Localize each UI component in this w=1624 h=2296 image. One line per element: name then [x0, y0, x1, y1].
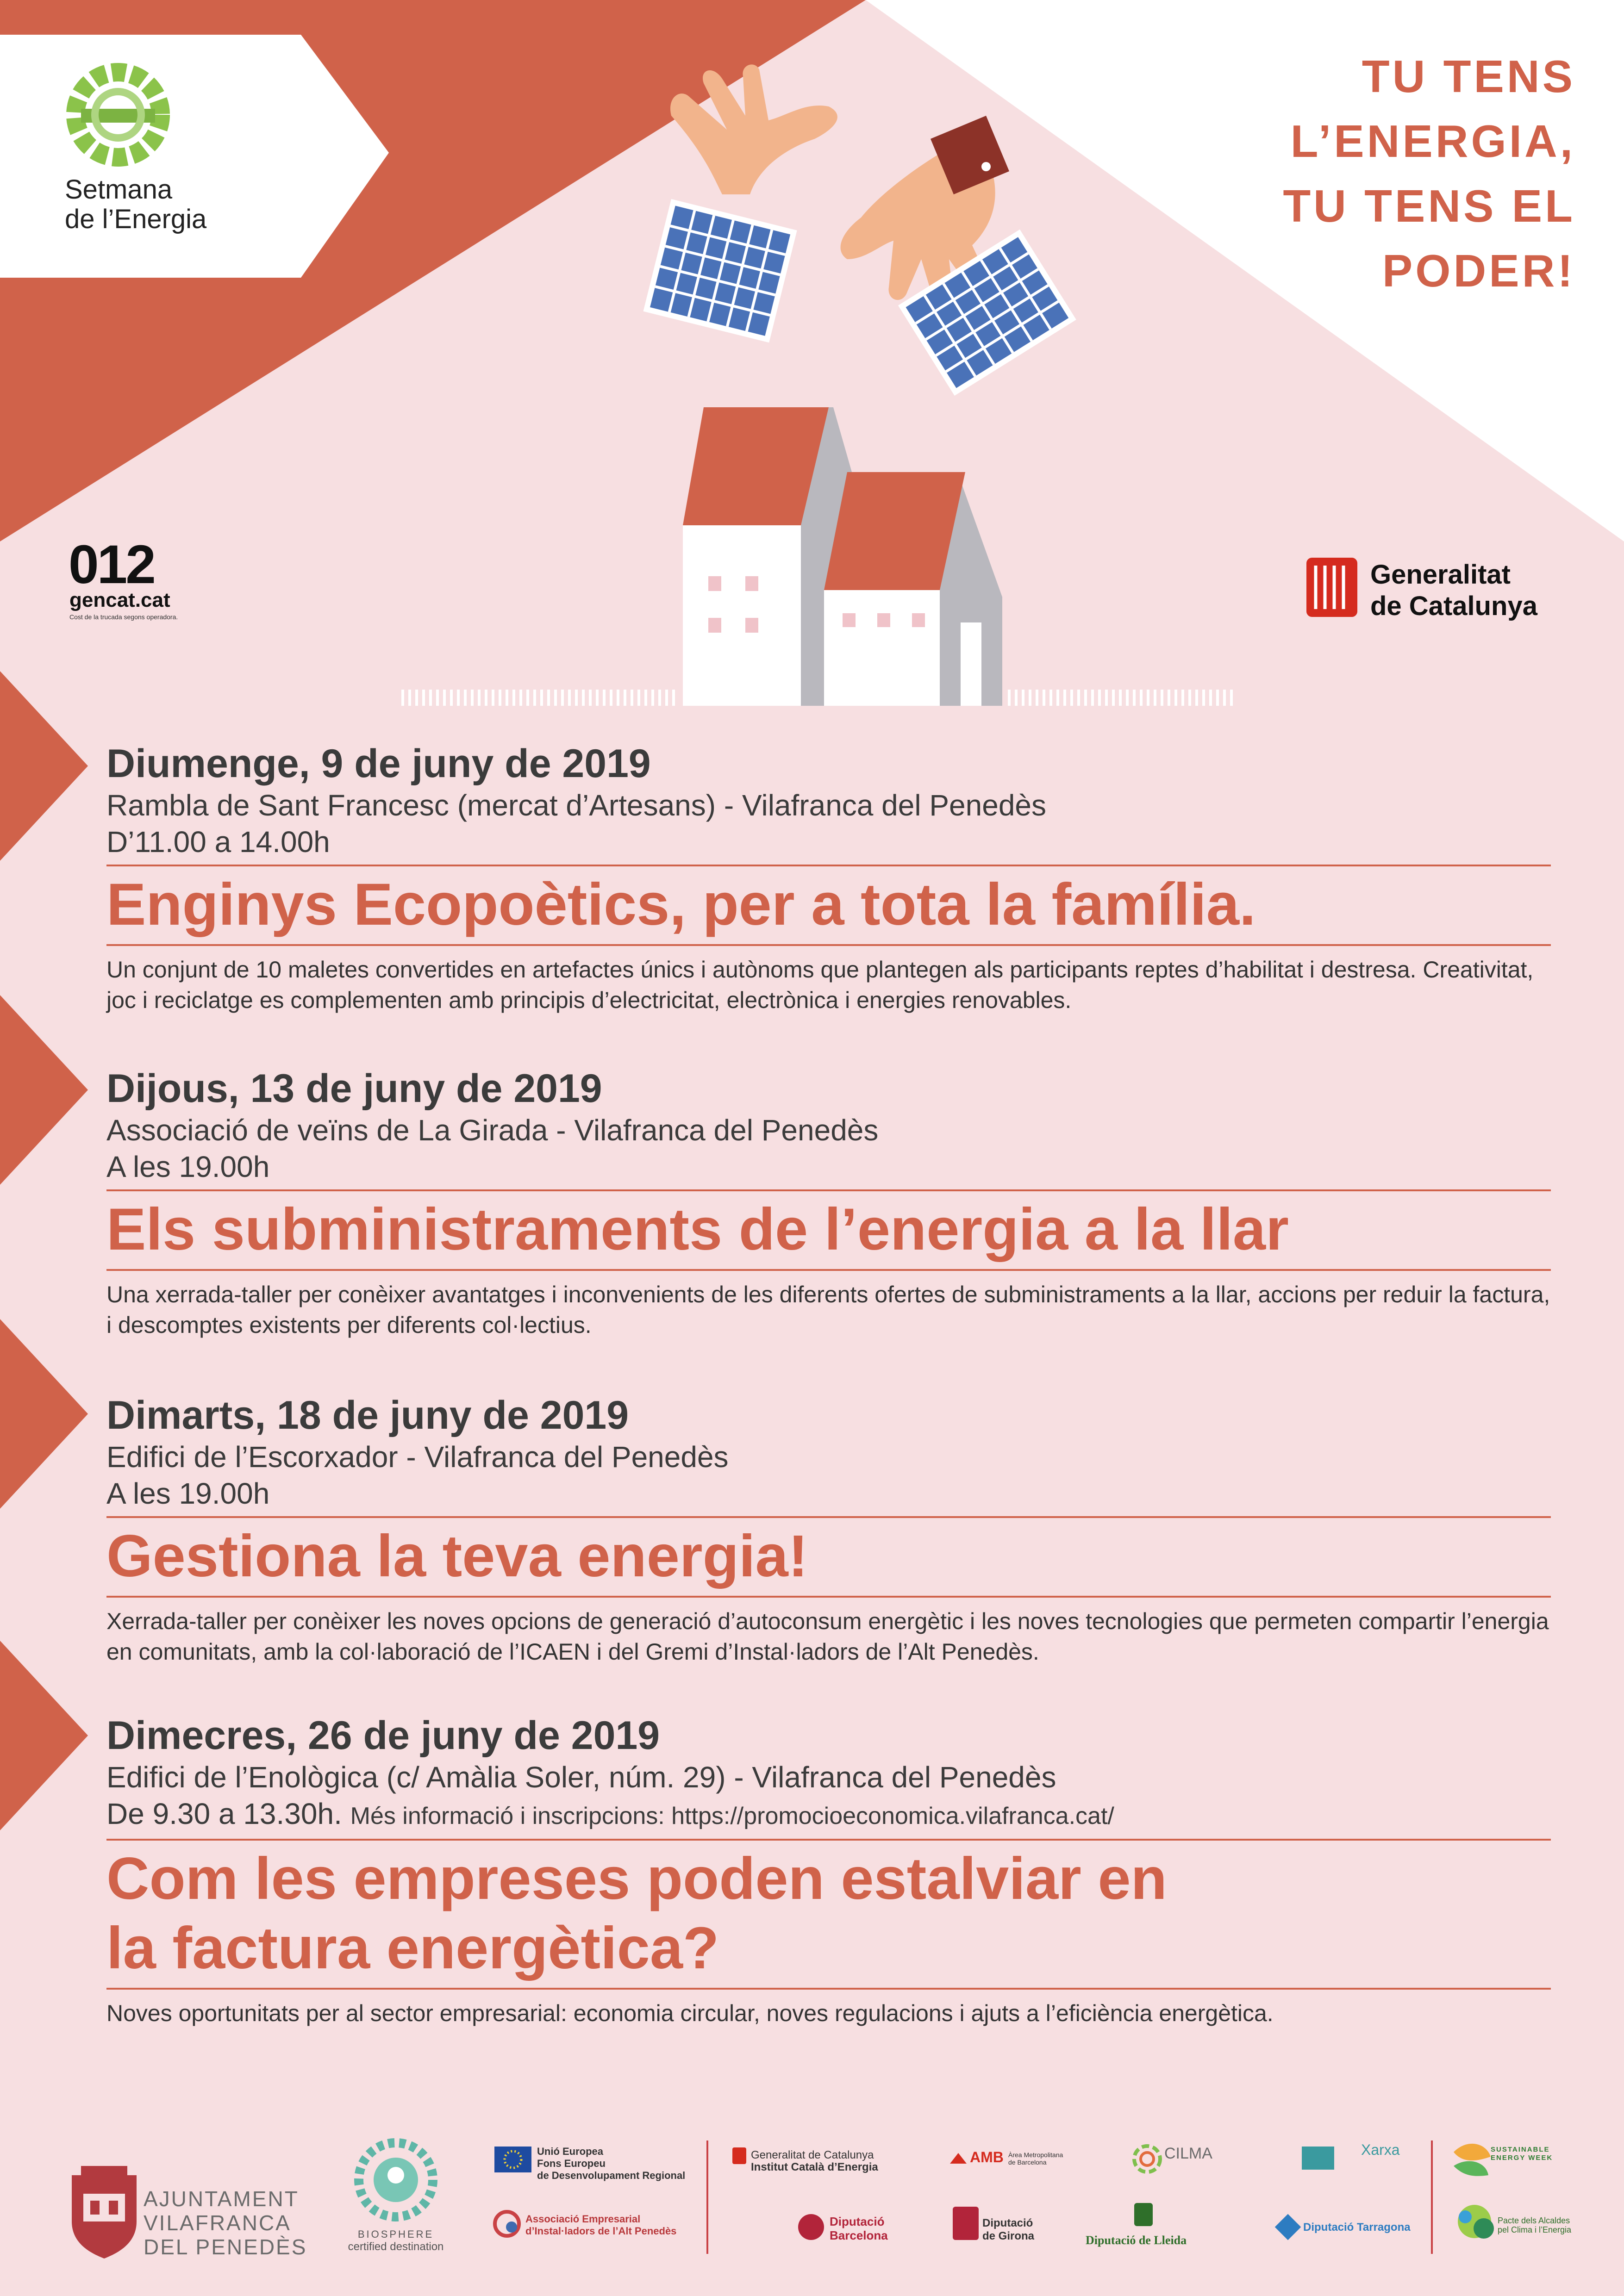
event-time — [106, 1149, 1555, 1185]
event-place: Rambla de Sant Francesc (mercat d’Artesans) - Vilafranca del Penedès — [106, 789, 1046, 822]
pacte-line-1: Pacte dels Alcaldes — [1498, 2216, 1570, 2225]
slogan-line-4: PODER! — [1382, 245, 1575, 296]
event-date: Dimecres, 26 de juny de 2019 — [106, 1713, 660, 1758]
event-title-line: Gestiona la teva energia! — [106, 1523, 808, 1589]
vila-line-2: VILAFRANCA — [144, 2211, 291, 2235]
event-time — [106, 1796, 1555, 1834]
event-place: Edifici de l’Enològica (c/ Amàlia Soler, núm. 29) - Vilafranca del Penedès — [106, 1761, 1056, 1794]
setmana-brand-name — [65, 175, 206, 234]
girona-line-2: de Girona — [982, 2230, 1035, 2242]
event-title — [106, 1189, 1551, 1271]
eu-logo-text — [537, 2146, 685, 2182]
diba-logo-text — [830, 2215, 888, 2242]
gremi-line-1: Associació Empresarial — [525, 2213, 641, 2225]
event-date: Dijous, 13 de juny de 2019 — [106, 1066, 602, 1111]
icaen-logo-text — [751, 2149, 878, 2173]
arrow-marker-1 — [0, 671, 88, 861]
eu-flag-icon — [494, 2147, 531, 2172]
sew-line-1: SUSTAINABLE — [1491, 2146, 1550, 2153]
event-time — [106, 1475, 1555, 1512]
arrow-marker-3 — [0, 1319, 88, 1509]
gremi-icon — [495, 2212, 519, 2236]
event-description: Xerrada-taller per conèixer les noves opcions de generació d’autoconsum energètic i les noves tecnologies que permeten compartir l’energia en comunitats, amb la col·laboració de l’ICAEN i del Gremi d’Instal·ladors de l’Alt Penedès. — [106, 1608, 1549, 1665]
generalitat-logo-text — [1370, 559, 1537, 622]
slogan — [1224, 44, 1575, 303]
icaen-emblem-icon — [732, 2147, 746, 2164]
eu-line-1: Unió Europea — [537, 2146, 604, 2157]
brand-line-2: de l’Energia — [65, 204, 207, 234]
event-time-text: D’11.00 a 14.00h — [106, 825, 330, 859]
cilma-icon — [1134, 2146, 1160, 2172]
sustainable-energy-week-icon — [1454, 2144, 1491, 2176]
arrow-marker-4 — [0, 1641, 88, 1830]
girona-line-1: Diputació — [982, 2217, 1033, 2229]
gov-line-2: de Catalunya — [1370, 591, 1537, 621]
event-title-line: Enginys Ecopoètics, per a tota la família. — [106, 871, 1256, 938]
girona-logo-text — [982, 2217, 1034, 2243]
event-description: Noves oportunitats per al sector empresarial: economia circular, noves regulacions i ajuts a l’eficiència energètica. — [106, 2000, 1274, 2026]
gremi-logo-text — [525, 2213, 676, 2237]
slogan-line-3: TU TENS EL — [1283, 180, 1575, 231]
event-place: Associació de veïns de La Girada - Vilafranca del Penedès — [106, 1114, 879, 1147]
event-time-text: A les 19.00h — [106, 1477, 270, 1510]
tarragona-icon — [1275, 2214, 1301, 2240]
hands-solar-panels-illustration — [643, 64, 1076, 396]
event-time-text: De 9.30 a 13.30h. — [106, 1797, 342, 1830]
lleida-icon — [1134, 2203, 1153, 2226]
event-date: Dimarts, 18 de juny de 2019 — [106, 1393, 629, 1437]
lleida-logo-text: Diputació de Lleida — [1086, 2234, 1187, 2247]
event-title — [106, 865, 1551, 946]
event-2 — [106, 1065, 1555, 1340]
event-description: Un conjunt de 10 maletes convertides en artefactes únics i autònoms que plantegen als participants reptes d’habilitat i destresa. Creativitat, joc i reciclatge es complementen amb principis d’electricitat, electrònica i energies renovables. — [106, 957, 1534, 1013]
vilafranca-logo-text — [144, 2187, 307, 2259]
event-title-line-1: Com les empreses poden estalviar en — [106, 1846, 1167, 1912]
event-more-info-link[interactable]: Més informació i inscripcions: https://promocioeconomica.vilafranca.cat/ — [350, 1803, 1114, 1829]
xarxa-logo-text: Xarxa — [1361, 2141, 1400, 2158]
tel-012-site: gencat.cat — [69, 589, 170, 611]
pacte-alcaldes-icon — [1458, 2205, 1494, 2239]
event-3 — [106, 1392, 1555, 1667]
tel-012-number: 012 — [69, 534, 154, 595]
arrow-marker-2 — [0, 995, 88, 1185]
xarxa-icon — [1302, 2147, 1334, 2170]
sew-line-2: ENERGY WEEK — [1491, 2154, 1553, 2162]
amb-logo-text: AMB — [970, 2149, 1004, 2165]
vila-line-1: AJUNTAMENT — [144, 2187, 299, 2211]
event-title — [106, 1516, 1551, 1598]
houses-illustration — [403, 407, 1231, 706]
eu-line-3: de Desenvolupament Regional — [537, 2170, 686, 2181]
amb-sub-line-2: de Barcelona — [1008, 2159, 1047, 2166]
icaen-line-2: Institut Català d’Energia — [751, 2161, 878, 2173]
sew-logo-text — [1491, 2146, 1553, 2162]
gov-line-1: Generalitat — [1370, 560, 1511, 590]
pacte-line-2: pel Clima i l’Energia — [1498, 2225, 1572, 2234]
diba-line-2: Barcelona — [830, 2228, 888, 2242]
slogan-line-1: TU TENS — [1362, 51, 1575, 102]
event-title-line-2: la factura energètica? — [106, 1915, 719, 1981]
event-place: Edifici de l’Escorxador - Vilafranca del Penedès — [106, 1440, 729, 1474]
biosphere-icon — [359, 2143, 433, 2217]
vila-line-3: DEL PENEDÈS — [144, 2235, 307, 2259]
cilma-logo-text: CILMA — [1164, 2145, 1212, 2162]
event-title — [106, 1839, 1551, 1990]
girona-icon — [953, 2207, 979, 2240]
biosphere-sub: certified destination — [348, 2240, 444, 2253]
tarragona-logo-text: Diputació Tarragona — [1303, 2221, 1411, 2234]
event-time — [106, 824, 1555, 860]
amb-sub-text — [1008, 2151, 1063, 2166]
gremi-line-2: d’Instal·ladors de l’Alt Penedès — [525, 2225, 677, 2237]
event-time-text: A les 19.00h — [106, 1150, 270, 1183]
eu-line-2: Fons Europeu — [537, 2158, 606, 2169]
generalitat-emblem — [1306, 558, 1357, 617]
biosphere-name: BIOSPHERE — [357, 2228, 434, 2240]
diba-icon — [798, 2214, 824, 2240]
event-date: Diumenge, 9 de juny de 2019 — [106, 741, 651, 786]
amb-sub-line-1: Àrea Metropolitana — [1008, 2151, 1063, 2159]
event-4 — [106, 1712, 1555, 2028]
pacte-logo-text — [1498, 2216, 1571, 2234]
brand-line-1: Setmana — [65, 174, 173, 205]
biosphere-logo-text — [340, 2228, 451, 2253]
event-title-line: Els subministraments de l’energia a la llar — [106, 1196, 1289, 1263]
vilafranca-shield-icon — [72, 2166, 137, 2259]
diba-line-1: Diputació — [830, 2215, 885, 2228]
icaen-line-1: Generalitat de Catalunya — [751, 2149, 874, 2161]
event-1 — [106, 740, 1555, 1015]
amb-icon — [950, 2153, 967, 2164]
tel-012-note: Cost de la trucada segons operadora. — [69, 613, 178, 621]
slogan-line-2: L’ENERGIA, — [1290, 116, 1575, 167]
event-description: Una xerrada-taller per conèixer avantatges i inconvenients de les diferents ofertes de subministraments a la llar, accions per reduir la factura, i descomptes existents per diferents col·lectius. — [106, 1282, 1550, 1338]
